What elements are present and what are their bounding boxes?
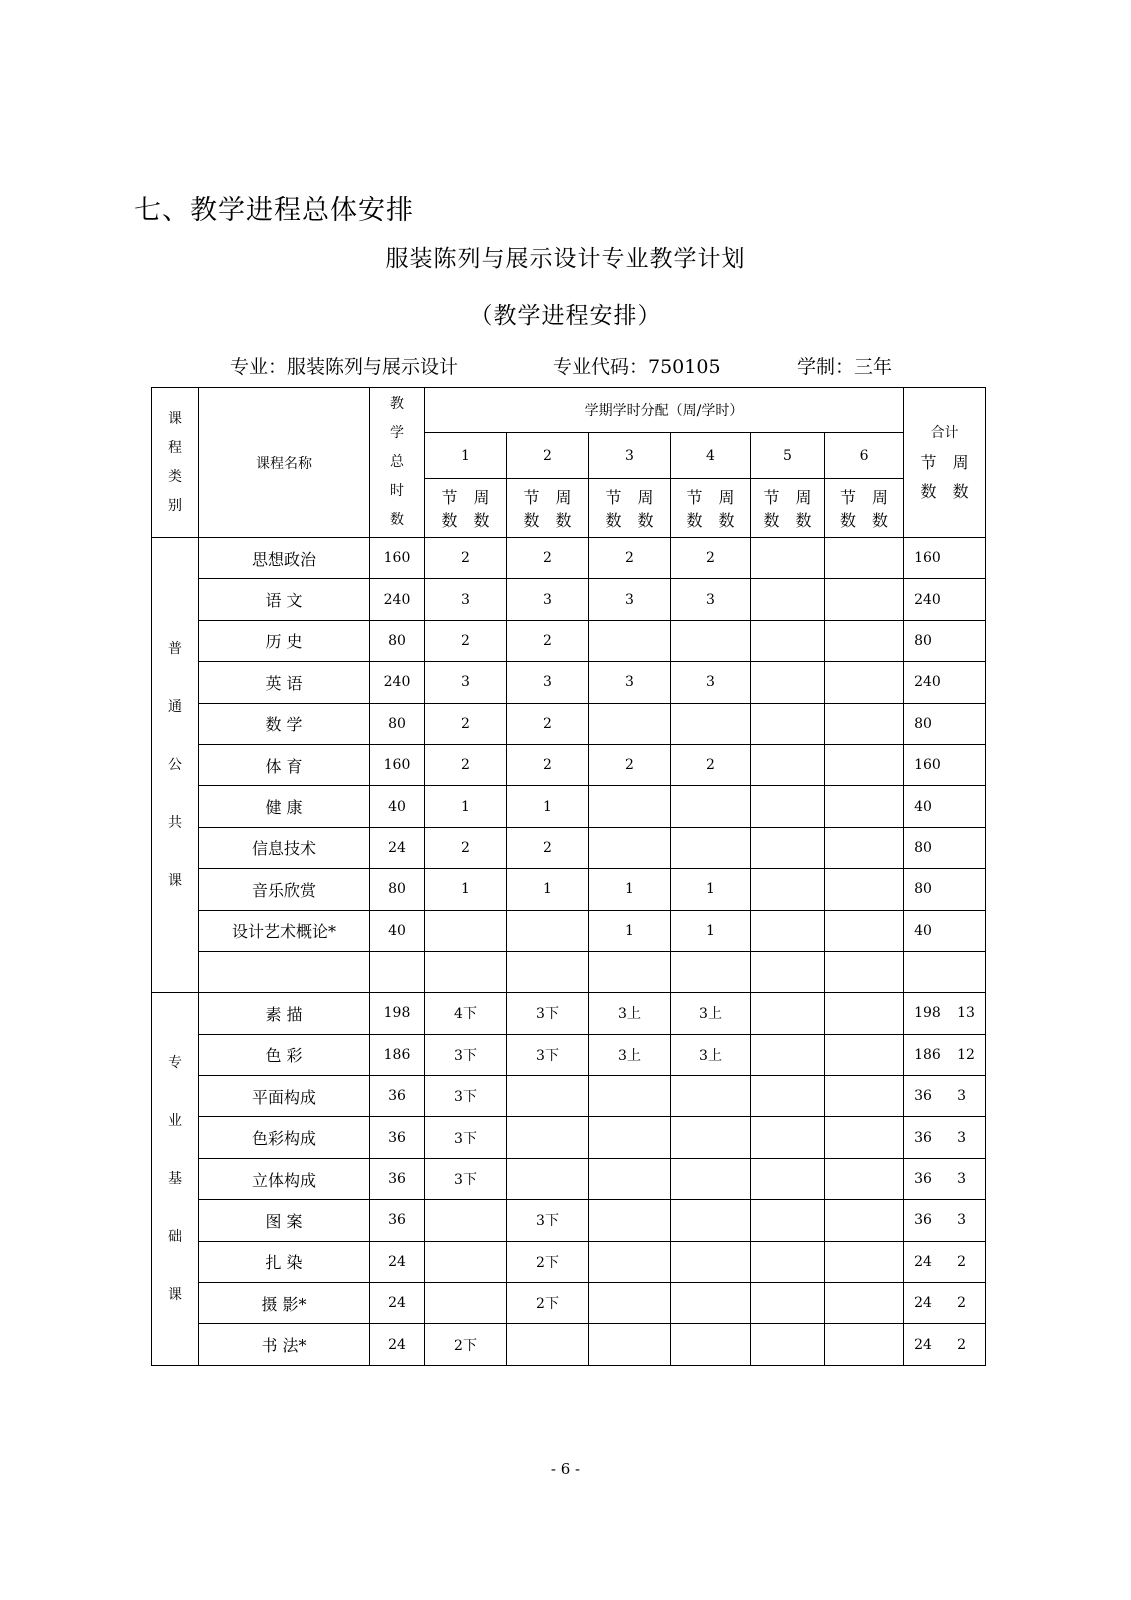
course-name-cell: 健 康 <box>199 786 370 827</box>
table-row <box>152 703 986 744</box>
header-sub-weeks: 周 数 <box>555 488 572 530</box>
course-name-cell: 色彩构成 <box>199 1117 370 1158</box>
sum-hours: 36 <box>914 1129 932 1146</box>
semester-4-cell <box>671 1117 751 1158</box>
semester-3-cell: 1 <box>589 910 671 951</box>
meta-duration: 学制：三年 <box>797 356 893 378</box>
semester-3-cell: 3 <box>589 579 671 620</box>
sum-hours: 24 <box>914 1253 932 1270</box>
semester-5-cell <box>751 744 825 785</box>
sum-cell <box>904 662 986 703</box>
sum-cell <box>904 1324 986 1365</box>
semester-1-cell: 3 <box>425 662 507 703</box>
header-sub-weeks: 周 数 <box>718 488 735 530</box>
semester-1-cell: 4下 <box>425 993 507 1034</box>
semester-4-cell <box>671 1324 751 1365</box>
sum-hours: 198 <box>914 1005 941 1022</box>
sum-hours: 240 <box>914 674 941 691</box>
header-semester-5: 5 <box>751 433 825 479</box>
semester-5-cell <box>751 1076 825 1117</box>
table-row <box>152 1241 986 1282</box>
semester-2-cell: 3 <box>507 662 589 703</box>
table-row <box>152 1076 986 1117</box>
semester-1-cell: 3下 <box>425 1034 507 1075</box>
semester-1-cell: 3下 <box>425 1076 507 1117</box>
course-name-cell: 数 学 <box>199 703 370 744</box>
semester-5-cell <box>751 910 825 951</box>
semester-1-cell <box>425 1241 507 1282</box>
sum-cell <box>904 951 986 992</box>
header-sub-hours: 节 数 <box>605 488 622 530</box>
course-name-cell: 英 语 <box>199 662 370 703</box>
sum-cell <box>904 703 986 744</box>
sum-cell <box>904 744 986 785</box>
table-row <box>152 538 986 579</box>
semester-2-cell: 2下 <box>507 1283 589 1324</box>
header-semester-group: 学期学时分配（周/学时） <box>425 388 904 433</box>
plan-title: 服装陈列与展示设计专业教学计划 <box>385 246 746 272</box>
semester-3-cell <box>589 786 671 827</box>
sum-cell <box>904 910 986 951</box>
semester-5-cell <box>751 662 825 703</box>
sum-hours: 24 <box>914 1336 932 1353</box>
sum-weeks: 13 <box>957 1005 975 1022</box>
semester-1-cell: 1 <box>425 869 507 910</box>
header-sub-weeks: 周 数 <box>872 488 889 530</box>
semester-4-cell: 1 <box>671 910 751 951</box>
total-hours-cell: 36 <box>370 1158 425 1199</box>
sum-cell <box>904 1117 986 1158</box>
table-row <box>152 1034 986 1075</box>
sum-hours: 160 <box>914 550 941 567</box>
total-hours-cell: 80 <box>370 620 425 661</box>
semester-4-cell <box>671 1283 751 1324</box>
course-name-cell: 历 史 <box>199 620 370 661</box>
semester-6-cell <box>825 744 904 785</box>
table-row <box>152 1283 986 1324</box>
semester-4-cell <box>671 951 751 992</box>
table-row <box>152 1200 986 1241</box>
semester-5-cell <box>751 1283 825 1324</box>
semester-6-cell <box>825 1034 904 1075</box>
semester-5-cell <box>751 1158 825 1199</box>
table-row <box>152 744 986 785</box>
course-name-cell: 图 案 <box>199 1200 370 1241</box>
semester-5-cell <box>751 1241 825 1282</box>
header-semester-sub-5 <box>751 479 825 538</box>
table-row <box>152 786 986 827</box>
table-row <box>152 579 986 620</box>
header-category: 课 程 类 别 <box>152 388 199 538</box>
sum-hours: 160 <box>914 757 941 774</box>
total-hours-cell: 36 <box>370 1117 425 1158</box>
header-semester-2: 2 <box>507 433 589 479</box>
sum-weeks: 3 <box>957 1171 966 1188</box>
semester-4-cell <box>671 1076 751 1117</box>
table-row <box>152 1158 986 1199</box>
semester-3-cell <box>589 1283 671 1324</box>
semester-4-cell: 3上 <box>671 1034 751 1075</box>
total-hours-cell: 36 <box>370 1076 425 1117</box>
sum-cell <box>904 827 986 868</box>
course-name-cell: 素 描 <box>199 993 370 1034</box>
table-row <box>152 910 986 951</box>
semester-4-cell: 1 <box>671 869 751 910</box>
semester-1-cell: 3下 <box>425 1117 507 1158</box>
semester-1-cell: 2 <box>425 538 507 579</box>
header-sub-weeks: 周 数 <box>795 488 812 530</box>
semester-3-cell <box>589 703 671 744</box>
sum-weeks: 3 <box>957 1129 966 1146</box>
semester-3-cell: 3上 <box>589 1034 671 1075</box>
sum-hours: 80 <box>914 839 932 856</box>
header-sub-hours: 节 数 <box>441 488 458 530</box>
sum-hours: 80 <box>914 632 932 649</box>
semester-3-cell <box>589 1158 671 1199</box>
table-row <box>152 869 986 910</box>
semester-6-cell <box>825 869 904 910</box>
semester-1-cell: 3下 <box>425 1158 507 1199</box>
semester-6-cell <box>825 1158 904 1199</box>
semester-3-cell <box>589 1117 671 1158</box>
semester-2-cell: 2 <box>507 744 589 785</box>
semester-6-cell <box>825 662 904 703</box>
header-sub-weeks: 周 数 <box>637 488 654 530</box>
semester-6-cell <box>825 910 904 951</box>
sum-weeks: 3 <box>957 1088 966 1105</box>
semester-2-cell <box>507 1076 589 1117</box>
semester-3-cell: 2 <box>589 538 671 579</box>
total-hours-cell: 24 <box>370 827 425 868</box>
semester-2-cell: 3下 <box>507 1034 589 1075</box>
course-name-cell: 体 育 <box>199 744 370 785</box>
semester-1-cell <box>425 1283 507 1324</box>
sum-hours: 36 <box>914 1212 932 1229</box>
total-hours-cell: 160 <box>370 538 425 579</box>
semester-4-cell: 2 <box>671 538 751 579</box>
total-hours-cell: 36 <box>370 1200 425 1241</box>
sum-cell <box>904 1034 986 1075</box>
total-hours-cell <box>370 951 425 992</box>
plan-subtitle: （教学进程安排） <box>469 303 662 329</box>
semester-4-cell <box>671 703 751 744</box>
semester-4-cell <box>671 1158 751 1199</box>
sum-hours: 240 <box>914 591 941 608</box>
course-name-cell: 书 法* <box>199 1324 370 1365</box>
semester-2-cell <box>507 1158 589 1199</box>
semester-2-cell <box>507 910 589 951</box>
total-hours-cell: 240 <box>370 579 425 620</box>
table-row <box>152 827 986 868</box>
header-sub-hours: 节 数 <box>840 488 857 530</box>
table-row <box>152 951 986 992</box>
sum-hours: 186 <box>914 1046 941 1063</box>
total-hours-cell: 40 <box>370 910 425 951</box>
semester-5-cell <box>751 579 825 620</box>
semester-1-cell: 1 <box>425 786 507 827</box>
course-name-cell: 语 文 <box>199 579 370 620</box>
total-hours-cell: 24 <box>370 1241 425 1282</box>
semester-3-cell <box>589 827 671 868</box>
semester-2-cell: 3下 <box>507 1200 589 1241</box>
semester-6-cell <box>825 786 904 827</box>
semester-4-cell <box>671 1241 751 1282</box>
sum-cell <box>904 620 986 661</box>
semester-2-cell: 2 <box>507 703 589 744</box>
header-sum <box>904 388 986 538</box>
course-name-cell <box>199 951 370 992</box>
semester-1-cell: 2 <box>425 827 507 868</box>
header-sum-sub-hours: 节 数 <box>920 453 937 501</box>
header-sub-hours: 节 数 <box>763 488 780 530</box>
header-total-hours: 教 学 总 时 数 <box>370 388 425 538</box>
semester-3-cell <box>589 951 671 992</box>
teaching-plan-table <box>151 387 986 1366</box>
header-semester-3: 3 <box>589 433 671 479</box>
semester-6-cell <box>825 1200 904 1241</box>
sum-cell <box>904 538 986 579</box>
sum-cell <box>904 1158 986 1199</box>
semester-2-cell <box>507 1117 589 1158</box>
header-sub-weeks: 周 数 <box>473 488 490 530</box>
semester-2-cell: 2 <box>507 827 589 868</box>
semester-6-cell <box>825 703 904 744</box>
header-semester-6: 6 <box>825 433 904 479</box>
course-name-cell: 设计艺术概论* <box>199 910 370 951</box>
semester-2-cell: 2 <box>507 620 589 661</box>
course-name-cell: 思想政治 <box>199 538 370 579</box>
semester-6-cell <box>825 1283 904 1324</box>
semester-2-cell: 3 <box>507 579 589 620</box>
semester-1-cell <box>425 1200 507 1241</box>
sum-hours: 80 <box>914 881 932 898</box>
semester-6-cell <box>825 1324 904 1365</box>
total-hours-cell: 240 <box>370 662 425 703</box>
semester-2-cell: 1 <box>507 869 589 910</box>
semester-4-cell: 2 <box>671 744 751 785</box>
header-semester-1: 1 <box>425 433 507 479</box>
header-semester-sub-6 <box>825 479 904 538</box>
course-name-cell: 扎 染 <box>199 1241 370 1282</box>
sum-cell <box>904 993 986 1034</box>
sum-weeks: 2 <box>957 1253 966 1270</box>
semester-3-cell: 3 <box>589 662 671 703</box>
semester-1-cell: 2 <box>425 620 507 661</box>
page-number: - 6 - <box>550 1460 581 1478</box>
semester-5-cell <box>751 1200 825 1241</box>
header-semester-sub-2 <box>507 479 589 538</box>
semester-5-cell <box>751 951 825 992</box>
semester-1-cell: 2 <box>425 703 507 744</box>
sum-hours: 36 <box>914 1171 932 1188</box>
semester-2-cell: 1 <box>507 786 589 827</box>
sum-cell <box>904 1241 986 1282</box>
course-name-cell: 音乐欣赏 <box>199 869 370 910</box>
semester-6-cell <box>825 1241 904 1282</box>
sum-hours: 40 <box>914 798 932 815</box>
semester-3-cell <box>589 1076 671 1117</box>
semester-4-cell: 3 <box>671 579 751 620</box>
semester-5-cell <box>751 620 825 661</box>
semester-2-cell: 2下 <box>507 1241 589 1282</box>
course-name-cell: 平面构成 <box>199 1076 370 1117</box>
header-semester-4: 4 <box>671 433 751 479</box>
sum-hours: 40 <box>914 922 932 939</box>
semester-2-cell: 3下 <box>507 993 589 1034</box>
semester-4-cell <box>671 827 751 868</box>
total-hours-cell: 24 <box>370 1283 425 1324</box>
sum-weeks: 3 <box>957 1212 966 1229</box>
total-hours-cell: 80 <box>370 703 425 744</box>
sum-hours: 80 <box>914 715 932 732</box>
total-hours-cell: 40 <box>370 786 425 827</box>
section-title: 七、教学进程总体安排 <box>134 195 414 226</box>
semester-5-cell <box>751 869 825 910</box>
semester-6-cell <box>825 579 904 620</box>
total-hours-cell: 80 <box>370 869 425 910</box>
header-semester-sub-4 <box>671 479 751 538</box>
table-row <box>152 1324 986 1365</box>
meta-code: 专业代码：750105 <box>553 356 721 378</box>
semester-5-cell <box>751 1324 825 1365</box>
semester-3-cell: 1 <box>589 869 671 910</box>
semester-5-cell <box>751 1034 825 1075</box>
table-row <box>152 662 986 703</box>
semester-1-cell <box>425 951 507 992</box>
semester-3-cell: 2 <box>589 744 671 785</box>
semester-4-cell <box>671 786 751 827</box>
semester-4-cell <box>671 620 751 661</box>
semester-1-cell: 2下 <box>425 1324 507 1365</box>
semester-6-cell <box>825 993 904 1034</box>
header-sum-sub-weeks: 周 数 <box>952 453 969 501</box>
semester-5-cell <box>751 703 825 744</box>
total-hours-cell: 186 <box>370 1034 425 1075</box>
meta-major: 专业：服装陈列与展示设计 <box>230 356 459 378</box>
sum-hours: 36 <box>914 1088 932 1105</box>
table-row <box>152 1117 986 1158</box>
total-hours-cell: 198 <box>370 993 425 1034</box>
table-row <box>152 993 986 1034</box>
semester-4-cell <box>671 1200 751 1241</box>
course-name-cell: 摄 影* <box>199 1283 370 1324</box>
sum-weeks: 2 <box>957 1295 966 1312</box>
header-sum-label: 合计 <box>930 425 959 441</box>
category-cell: 普 通 公 共 课 <box>152 538 199 993</box>
sum-cell <box>904 1200 986 1241</box>
course-name-cell: 立体构成 <box>199 1158 370 1199</box>
sum-cell <box>904 1076 986 1117</box>
total-hours-cell: 24 <box>370 1324 425 1365</box>
sum-hours: 24 <box>914 1295 932 1312</box>
sum-cell <box>904 869 986 910</box>
table-row <box>152 620 986 661</box>
header-semester-sub-3 <box>589 479 671 538</box>
semester-6-cell <box>825 1117 904 1158</box>
semester-6-cell <box>825 951 904 992</box>
course-name-cell: 色 彩 <box>199 1034 370 1075</box>
sum-weeks: 12 <box>957 1046 975 1063</box>
total-hours-cell: 160 <box>370 744 425 785</box>
sum-cell <box>904 579 986 620</box>
sum-cell <box>904 1283 986 1324</box>
header-semester-sub-1 <box>425 479 507 538</box>
semester-3-cell <box>589 1200 671 1241</box>
semester-5-cell <box>751 538 825 579</box>
semester-4-cell: 3上 <box>671 993 751 1034</box>
semester-6-cell <box>825 1076 904 1117</box>
category-cell: 专 业 基 础 课 <box>152 993 199 1366</box>
semester-3-cell: 3上 <box>589 993 671 1034</box>
header-course-name: 课程名称 <box>199 388 370 538</box>
semester-5-cell <box>751 1117 825 1158</box>
semester-1-cell: 3 <box>425 579 507 620</box>
sum-cell <box>904 786 986 827</box>
semester-5-cell <box>751 827 825 868</box>
sum-weeks: 2 <box>957 1336 966 1353</box>
header-sub-hours: 节 数 <box>686 488 703 530</box>
semester-6-cell <box>825 620 904 661</box>
semester-5-cell <box>751 993 825 1034</box>
semester-4-cell: 3 <box>671 662 751 703</box>
semester-3-cell <box>589 620 671 661</box>
semester-1-cell: 2 <box>425 744 507 785</box>
semester-2-cell <box>507 951 589 992</box>
semester-1-cell <box>425 910 507 951</box>
course-name-cell: 信息技术 <box>199 827 370 868</box>
semester-3-cell <box>589 1324 671 1365</box>
semester-2-cell: 2 <box>507 538 589 579</box>
semester-6-cell <box>825 538 904 579</box>
semester-3-cell <box>589 1241 671 1282</box>
semester-6-cell <box>825 827 904 868</box>
header-sub-hours: 节 数 <box>523 488 540 530</box>
semester-5-cell <box>751 786 825 827</box>
semester-2-cell <box>507 1324 589 1365</box>
